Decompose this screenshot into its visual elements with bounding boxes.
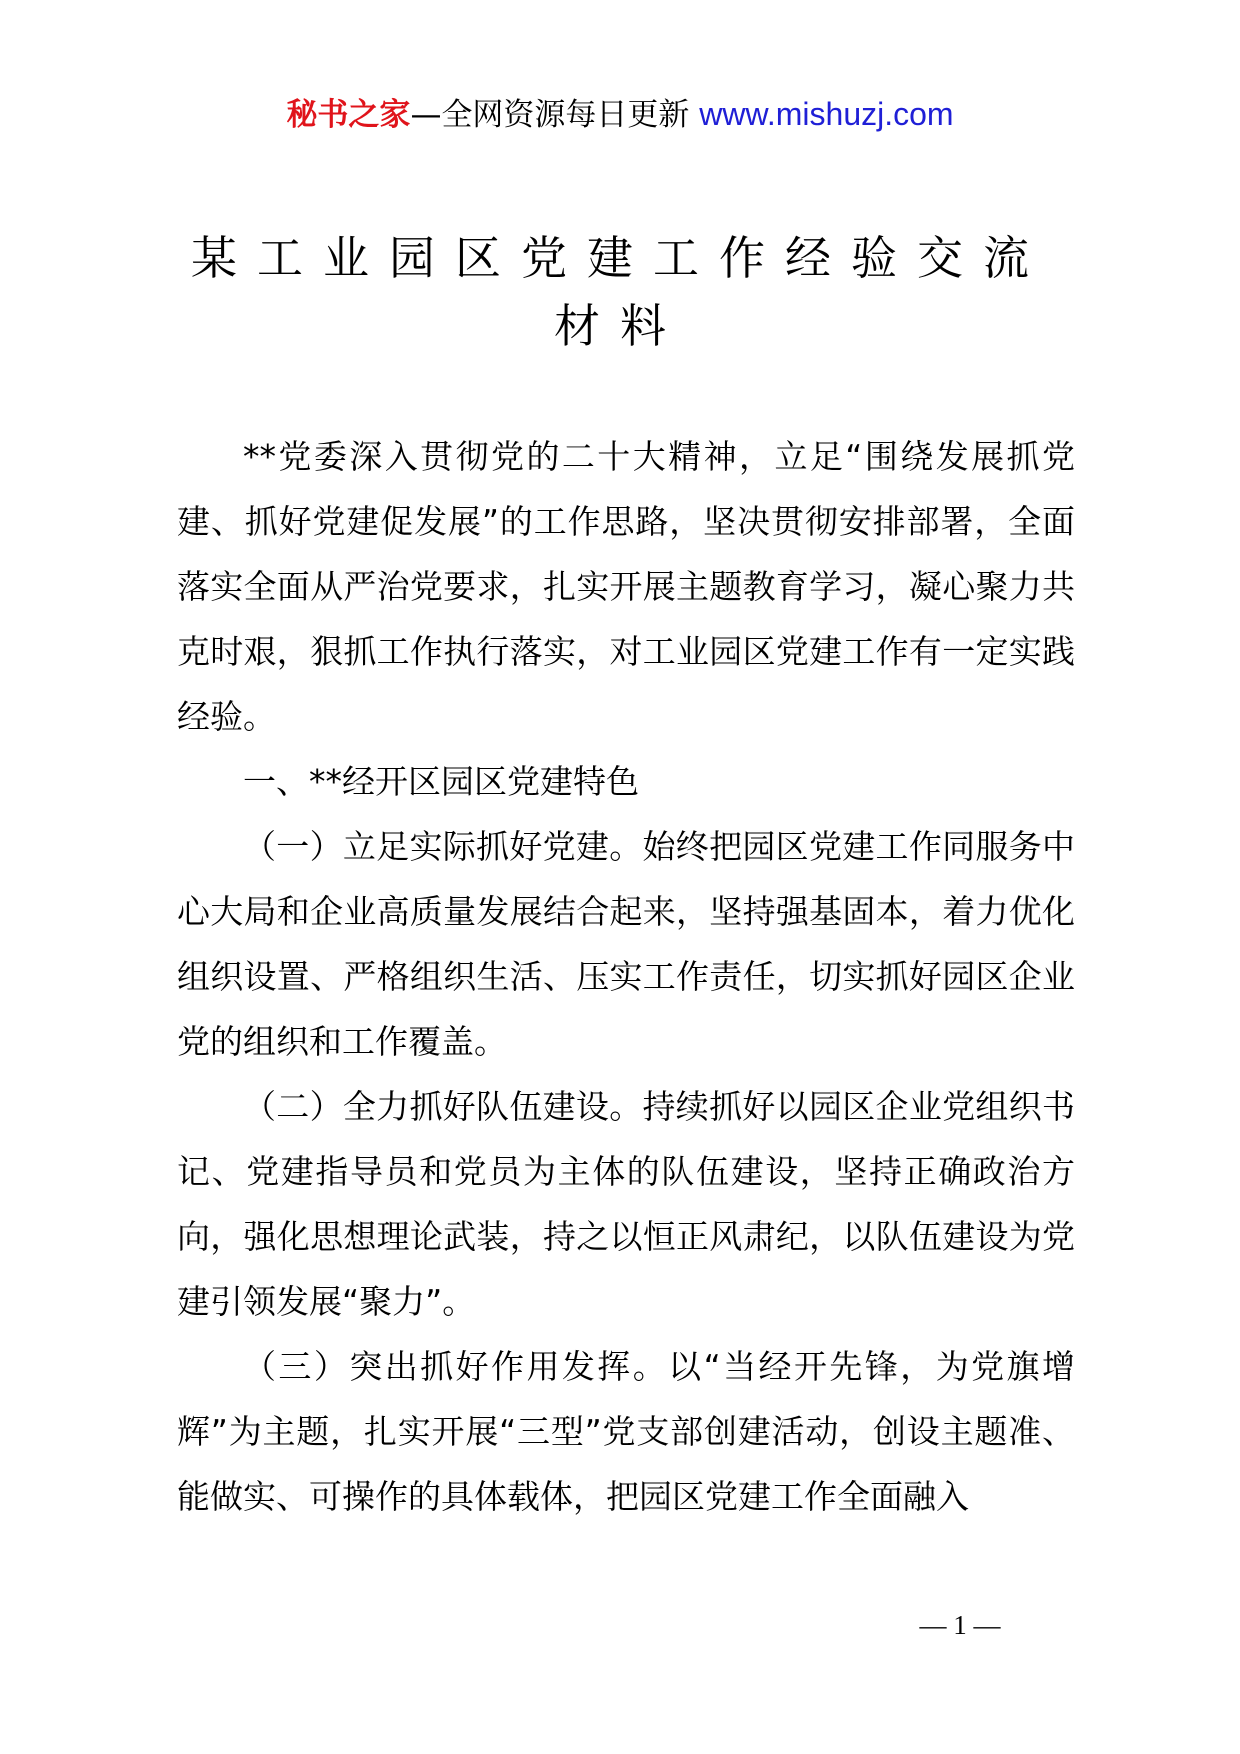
site-header xyxy=(0,94,1240,135)
paragraph-item-2: （二）全力抓好队伍建设。持续抓好以园区企业党组织书记、党建指导员和党员为主体的队伍建设，坚持正确政治方向，强化思想理论武装，持之以恒正风肃纪，以队伍建设为党建引领发展“聚力”。 xyxy=(177,1087,1075,1321)
site-url[interactable]: www.mishuzj.com xyxy=(699,96,954,132)
document-body xyxy=(177,424,1075,1529)
page-number: — 1 — xyxy=(919,1610,1001,1640)
site-tagline: —全网资源每日更新 xyxy=(410,97,700,133)
document-title-line-1: 某工业园区党建工作经验交流 xyxy=(191,231,1049,285)
paragraph-intro: **党委深入贯彻党的二十大精神，立足“围绕发展抓党建、抓好党建促发展”的工作思路，坚决贯彻安排部署，全面落实全面从严治党要求，扎实开展主题教育学习，凝心聚力共克时艰，狠抓工作执行落实，对工业园区党建工作有一定实践经验。 xyxy=(177,437,1075,736)
paragraph-item-1: （一）立足实际抓好党建。始终把园区党建工作同服务中心大局和企业高质量发展结合起来，坚持强基固本，着力优化组织设置、严格组织生活、压实工作责任，切实抓好园区企业党的组织和工作覆盖。 xyxy=(177,827,1075,1061)
paragraph-item-3: （三）突出抓好作用发挥。以“当经开先锋，为党旗增辉”为主题，扎实开展“三型”党支部创建活动，创设主题准、能做实、可操作的具体载体，把园区党建工作全面融入 xyxy=(177,1347,1075,1516)
document-title xyxy=(168,224,1072,360)
section-heading: 一、**经开区园区党建特色 xyxy=(243,762,639,801)
document-title-line-2: 材料 xyxy=(554,299,686,353)
site-brand: 秘书之家 xyxy=(286,97,411,133)
